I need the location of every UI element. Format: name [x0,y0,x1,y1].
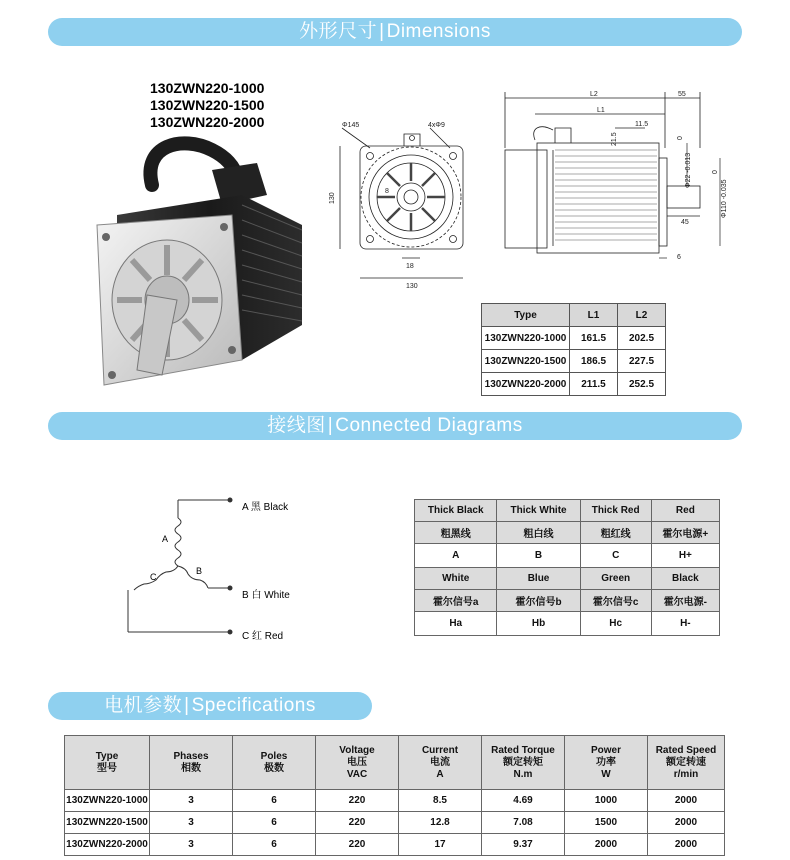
side-dim-21-5: 21.5 [611,132,618,146]
side-view-drawing [495,88,740,263]
banner-en-text: Connected Diagrams [335,415,523,436]
model-name: 130ZWN220-1000 [150,80,265,96]
table-row [482,350,666,373]
table-cell: 12.8 [399,812,482,834]
table-row [415,544,720,568]
table-header-cell: Type 型号 [65,736,150,790]
table-cell: Red [651,500,719,522]
table-row [65,812,725,834]
table-header-cell: L1 [570,304,618,327]
side-dim-55: 55 [678,91,686,98]
table-cell: Thick Red [580,500,651,522]
table-cell: 6 [233,812,316,834]
table-cell: 3 [150,834,233,856]
table-header-cell: Current 电流 A [399,736,482,790]
table-cell: B [497,544,580,568]
table-cell: 霍尔信号c [580,590,651,612]
table-row [65,834,725,856]
side-dim-shaft-tolerance: 0 [677,136,684,140]
table-header-cell: Voltage 电压 VAC [316,736,399,790]
side-dim-spigot: Φ110 -0.035 [721,179,728,218]
table-cell: 霍尔电源+ [651,522,719,544]
table-cell: H+ [651,544,719,568]
table-row [65,790,725,812]
spec-table [64,735,725,856]
front-dim-height: 130 [329,192,336,204]
length-table [481,303,666,396]
coil-label-a: A [162,534,169,544]
table-cell: 9.37 [482,834,565,856]
table-cell: 1500 [565,812,648,834]
banner-cn-text: 电机参数 [104,695,183,716]
table-cell: 6 [233,834,316,856]
table-cell: 130ZWN220-1500 [482,350,570,373]
table-header-cell: Rated Speed 额定转速 r/min [648,736,725,790]
table-cell: Hc [580,612,651,636]
table-cell: 186.5 [570,350,618,373]
table-header-row [482,304,666,327]
table-cell: Thick White [497,500,580,522]
table-cell: C [580,544,651,568]
table-header-row [65,736,725,790]
lead-label-b: B 白 White [242,590,290,601]
front-dim-shaft: 18 [406,263,414,270]
model-name: 130ZWN220-2000 [150,114,265,130]
side-dim-6: 6 [677,254,681,261]
table-header-cell: Rated Torque 额定转矩 N.m [482,736,565,790]
banner-cn-text: 接线图 [267,415,326,436]
front-dim-key: 8 [385,188,389,195]
table-cell: Hb [497,612,580,636]
section-banner-dimensions: 外形尺寸 | Dimensions [48,18,742,46]
table-cell: 8.5 [399,790,482,812]
table-cell: 130ZWN220-2000 [482,373,570,396]
front-dim-holes: 4xΦ9 [428,122,445,129]
table-cell: 粗红线 [580,522,651,544]
table-row [482,373,666,396]
wiring-table [414,499,720,636]
side-dim-l2: L2 [590,91,598,98]
table-row [415,568,720,590]
table-cell: 220 [316,812,399,834]
coil-label-b: B [196,566,203,576]
banner-en-text: Specifications [191,695,316,716]
table-header-cell: Type [482,304,570,327]
table-cell: 17 [399,834,482,856]
table-cell: 161.5 [570,327,618,350]
table-cell: White [415,568,497,590]
table-cell: 1000 [565,790,648,812]
table-header-cell: Power 功率 W [565,736,648,790]
table-cell: 6 [233,790,316,812]
table-cell: 130ZWN220-1500 [65,812,150,834]
table-row [415,612,720,636]
table-cell: A [415,544,497,568]
front-view-drawing [330,118,480,293]
lead-label-c: C 红 Red [242,631,284,642]
table-cell: 130ZWN220-1000 [482,327,570,350]
table-cell: 202.5 [618,327,666,350]
table-cell: Green [580,568,651,590]
table-cell: 2000 [648,790,725,812]
table-row [415,522,720,544]
table-cell: H- [651,612,719,636]
table-cell: 3 [150,790,233,812]
table-cell: 粗白线 [497,522,580,544]
table-cell: 2000 [648,812,725,834]
coil-label-c: C [150,572,157,582]
table-header-cell: Poles 极数 [233,736,316,790]
table-cell: Ha [415,612,497,636]
section-banner-specs: 电机参数 | Specifications [48,692,372,720]
table-header-cell: Phases 相数 [150,736,233,790]
lead-label-a: A 黑 Black [242,502,289,513]
wiring-diagram [120,490,240,640]
table-cell: 130ZWN220-1000 [65,790,150,812]
table-cell: 粗黑线 [415,522,497,544]
table-cell: 130ZWN220-2000 [65,834,150,856]
table-header-cell: L2 [618,304,666,327]
side-dim-l1: L1 [597,107,605,114]
table-row [415,500,720,522]
table-cell: 2000 [565,834,648,856]
front-dim-width: 130 [406,283,418,290]
model-list [150,80,264,131]
table-cell: Black [651,568,719,590]
table-cell: 227.5 [618,350,666,373]
banner-cn-text: 外形尺寸 [299,21,378,42]
table-cell: 220 [316,834,399,856]
table-cell: Thick Black [415,500,497,522]
table-cell: 211.5 [570,373,618,396]
table-row [415,590,720,612]
table-row [482,327,666,350]
table-cell: 霍尔信号a [415,590,497,612]
model-name: 130ZWN220-1500 [150,97,265,113]
table-cell: 霍尔电源- [651,590,719,612]
motor-photo-illustration [92,135,317,390]
table-cell: 252.5 [618,373,666,396]
front-dim-flange: Φ145 [342,122,360,129]
table-cell: Blue [497,568,580,590]
side-dim-spigot-tolerance: 0 [712,170,719,174]
table-cell: 4.69 [482,790,565,812]
table-cell: 7.08 [482,812,565,834]
table-cell: 3 [150,812,233,834]
banner-en-text: Dimensions [386,21,491,42]
table-cell: 220 [316,790,399,812]
section-banner-wiring: 接线图 | Connected Diagrams [48,412,742,440]
side-dim-shaft: Φ22 -0.013 [685,152,692,188]
table-cell: 2000 [648,834,725,856]
table-cell: 霍尔信号b [497,590,580,612]
side-dim-11-5: 11.5 [635,121,649,128]
side-dim-45: 45 [681,219,689,226]
